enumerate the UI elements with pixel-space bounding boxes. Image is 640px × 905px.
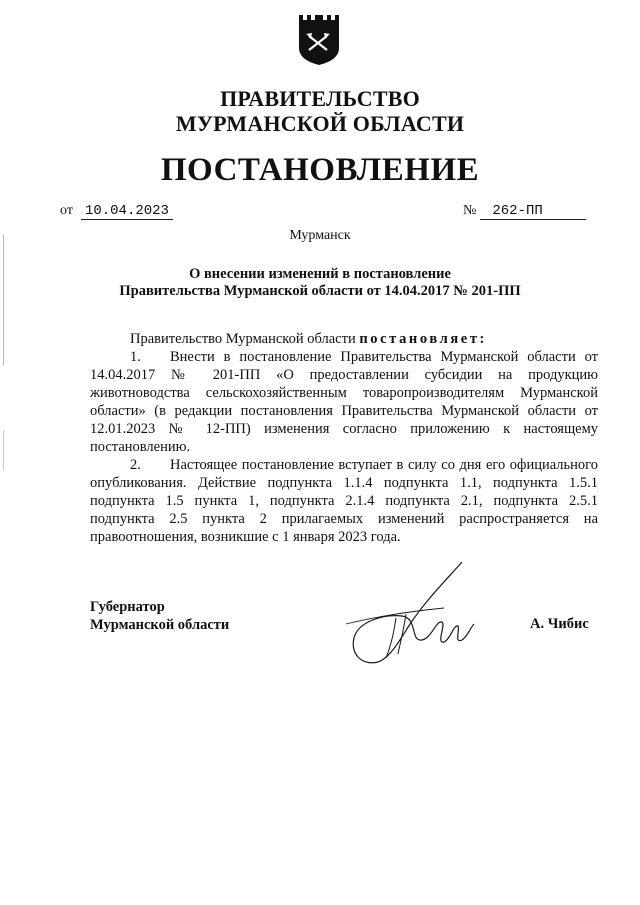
organization-name bbox=[0, 86, 640, 136]
list-item bbox=[90, 348, 598, 456]
number-prefix: № bbox=[463, 203, 477, 218]
signer-name: А. Чибис bbox=[530, 616, 589, 632]
intro-paragraph bbox=[90, 330, 598, 348]
document-title bbox=[0, 266, 640, 300]
city: Мурманск bbox=[289, 228, 351, 243]
organization-line-1: ПРАВИТЕЛЬСТВО bbox=[220, 86, 420, 111]
item-number: 2. bbox=[130, 457, 141, 473]
item-number: 1. bbox=[130, 349, 141, 365]
list-item bbox=[90, 456, 598, 546]
date-field bbox=[60, 203, 173, 220]
document-body bbox=[90, 330, 598, 546]
title-line-1: О внесении изменений в постановление bbox=[189, 266, 451, 282]
signer-position bbox=[90, 598, 229, 634]
organization-line-2: МУРМАНСКОЙ ОБЛАСТИ bbox=[175, 111, 465, 136]
item-text: Внести в постановление Правительства Мурманской области от 14.04.2017 № 201-ПП «О предоставлении субсидии на продукцию животноводства сельскохозяйственным товаропроизводителям Мурманской области» (в редакции постановления Правительства Мурманской области от 12.01.2023 № 12-ПП) изменения согласно приложению к настоящему постановлению. bbox=[90, 349, 598, 455]
date-value: 10.04.2023 bbox=[81, 203, 173, 220]
handwritten-signature bbox=[340, 558, 480, 670]
coat-of-arms-icon bbox=[297, 14, 341, 66]
date-prefix: от bbox=[60, 203, 73, 218]
scan-artifact bbox=[3, 235, 4, 365]
document-type: ПОСТАНОВЛЕНИЕ bbox=[160, 152, 480, 188]
item-text: Настоящее постановление вступает в силу со дня его официального опубликования. Действие подпункта 1.1.4 подпункта 1.1, подпункта 1.5.1 подпункта 1.5 пункта 1, подпункта 2.1.4 подпункта 2.1, подпункта 2.5.1 подпункта 2.5 пункта 2 прилагаемых изменений распространяется на правоотношения, возникшие с 1 января 2023 года. bbox=[90, 457, 598, 545]
number-value: 262-ПП bbox=[480, 203, 586, 220]
decree-verb: постановляет: bbox=[359, 331, 487, 347]
intro-text: Правительство Мурманской области bbox=[130, 331, 356, 347]
scan-artifact bbox=[3, 430, 4, 470]
signer-position-line-2: Мурманской области bbox=[90, 617, 230, 633]
signer-position-line-1: Губернатор bbox=[90, 599, 165, 615]
number-field bbox=[463, 203, 586, 220]
title-line-2: Правительства Мурманской области от 14.04.2017 № 201-ПП bbox=[119, 283, 521, 299]
